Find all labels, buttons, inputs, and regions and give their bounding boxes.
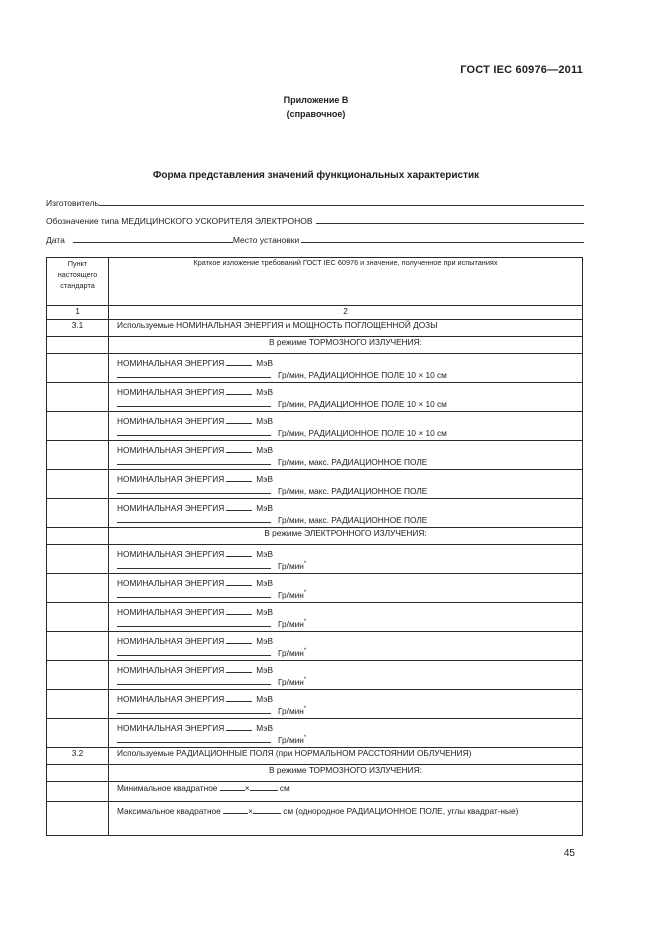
energy-unit: МэВ (256, 474, 273, 484)
energy-blank[interactable] (226, 444, 252, 453)
energy-dose-field[interactable] (109, 545, 583, 574)
dose-blank[interactable] (117, 589, 271, 598)
energy-blank[interactable] (226, 502, 252, 511)
manufacturer-label: Изготовитель (46, 198, 99, 208)
electron-mode-header: В режиме ЭЛЕКТРОННОГО ИЗЛУЧЕНИЯ: (109, 528, 583, 545)
energy-label: НОМИНАЛЬНАЯ ЭНЕРГИЯ (117, 723, 225, 733)
energy-blank[interactable] (226, 548, 252, 557)
energy-blank[interactable] (226, 577, 252, 586)
measurement-row (47, 412, 583, 441)
energy-label: НОМИНАЛЬНАЯ ЭНЕРГИЯ (117, 387, 225, 397)
column-number-row (47, 306, 583, 320)
measurement-row (47, 690, 583, 719)
measurement-row (47, 383, 583, 412)
measurement-row (47, 632, 583, 661)
energy-unit: МэВ (256, 549, 273, 559)
unit-cm: см (279, 783, 290, 793)
energy-label: НОМИНАЛЬНАЯ ЭНЕРГИЯ (117, 694, 225, 704)
location-line[interactable] (301, 242, 584, 243)
dose-unit: Гр/мин, РАДИАЦИОННОЕ ПОЛЕ 10 × 10 см (278, 370, 447, 380)
energy-dose-field[interactable] (109, 719, 583, 748)
dose-unit: Гр/мин (278, 706, 304, 716)
manufacturer-field[interactable] (46, 195, 584, 209)
energy-blank[interactable] (226, 357, 252, 366)
energy-dose-field[interactable] (109, 603, 583, 632)
subsection-row (47, 337, 583, 354)
dose-blank[interactable] (117, 456, 271, 465)
min-square-field[interactable] (109, 782, 583, 802)
page-number: 45 (563, 848, 575, 859)
measurement-row (47, 661, 583, 690)
blank-field[interactable] (223, 805, 248, 814)
measurement-row (47, 545, 583, 574)
energy-dose-field[interactable] (109, 632, 583, 661)
footnote-mark: * (303, 706, 307, 713)
energy-unit: МэВ (256, 503, 273, 513)
energy-dose-field[interactable] (109, 383, 583, 412)
col2-number: 2 (109, 306, 583, 320)
max-square-note: (однородное РАДИАЦИОННОЕ ПОЛЕ, углы квадрат-ные) (295, 806, 519, 816)
dose-blank[interactable] (117, 485, 271, 494)
date-label: Дата (46, 235, 65, 245)
dose-unit: Гр/мин (278, 677, 304, 687)
measurement-row (47, 574, 583, 603)
col1-header: Пункт настоящего стандарта (47, 258, 109, 306)
section-title: Используемые НОМИНАЛЬНАЯ ЭНЕРГИЯ и МОЩНОСТЬ ПОГЛОЩЕННОЙ ДОЗЫ (109, 320, 583, 337)
dose-blank[interactable] (117, 514, 271, 523)
col1-number: 1 (47, 306, 109, 320)
appendix-title: Приложение В (283, 95, 349, 105)
measurement-row (47, 441, 583, 470)
energy-blank[interactable] (226, 693, 252, 702)
dose-unit: Гр/мин, макс. РАДИАЦИОННОЕ ПОЛЕ (278, 515, 428, 525)
dose-blank[interactable] (117, 676, 271, 685)
energy-unit: МэВ (256, 694, 273, 704)
times-sign: × (244, 783, 250, 793)
energy-unit: МэВ (256, 416, 273, 426)
dose-unit: Гр/мин, РАДИАЦИОННОЕ ПОЛЕ 10 × 10 см (278, 399, 447, 409)
clause-number: 3.1 (47, 320, 109, 337)
type-line[interactable] (316, 223, 584, 224)
measurement-row (47, 499, 583, 528)
measurement-row (47, 354, 583, 383)
blank-field[interactable] (250, 782, 278, 791)
footnote-mark: * (303, 619, 307, 626)
footnote-mark: * (303, 735, 307, 742)
energy-unit: МэВ (256, 723, 273, 733)
dose-blank[interactable] (117, 705, 271, 714)
blank-field[interactable] (253, 805, 281, 814)
subsection-row (47, 765, 583, 782)
energy-label: НОМИНАЛЬНАЯ ЭНЕРГИЯ (117, 636, 225, 646)
dose-unit: Гр/мин, макс. РАДИАЦИОННОЕ ПОЛЕ (278, 457, 428, 467)
subsection-row (47, 528, 583, 545)
type-label: Обозначение типа МЕДИЦИНСКОГО УСКОРИТЕЛЯ ЭЛЕКТРОНОВ (46, 216, 313, 226)
energy-label: НОМИНАЛЬНАЯ ЭНЕРГИЯ (117, 503, 225, 513)
standard-designation: ГОСТ IEC 60976—2011 (460, 64, 583, 76)
energy-unit: МэВ (256, 387, 273, 397)
blank-field[interactable] (220, 782, 245, 791)
dose-blank[interactable] (117, 369, 271, 378)
dose-unit: Гр/мин, РАДИАЦИОННОЕ ПОЛЕ 10 × 10 см (278, 428, 447, 438)
section-row (47, 320, 583, 337)
date-location-field[interactable] (46, 232, 584, 246)
date-line[interactable] (73, 242, 233, 243)
form-title: Форма представления значений функциональных характеристик (152, 170, 480, 181)
dose-unit: Гр/мин (278, 561, 304, 571)
energy-unit: МэВ (256, 358, 273, 368)
energy-dose-field[interactable] (109, 574, 583, 603)
footnote-mark: * (303, 561, 307, 568)
energy-label: НОМИНАЛЬНАЯ ЭНЕРГИЯ (117, 607, 225, 617)
measurement-row (47, 603, 583, 632)
energy-blank[interactable] (226, 722, 252, 731)
energy-label: НОМИНАЛЬНАЯ ЭНЕРГИЯ (117, 445, 225, 455)
energy-label: НОМИНАЛЬНАЯ ЭНЕРГИЯ (117, 665, 225, 675)
x-ray-mode-header: В режиме ТОРМОЗНОГО ИЗЛУЧЕНИЯ: (109, 765, 583, 782)
energy-dose-field[interactable] (109, 470, 583, 499)
energy-unit: МэВ (256, 665, 273, 675)
dose-blank[interactable] (117, 618, 271, 627)
max-square-label: Максимальное квадратное (117, 806, 221, 816)
appendix-subtitle: (справочное) (286, 109, 346, 119)
energy-dose-field[interactable] (109, 690, 583, 719)
energy-unit: МэВ (256, 445, 273, 455)
footnote-mark: * (303, 648, 307, 655)
energy-unit: МэВ (256, 578, 273, 588)
table-header-row (47, 258, 583, 306)
x-ray-mode-header: В режиме ТОРМОЗНОГО ИЗЛУЧЕНИЯ: (109, 337, 583, 354)
energy-dose-field[interactable] (109, 441, 583, 470)
min-square-label: Минимальное квадратное (117, 783, 218, 793)
footnote-mark: * (303, 677, 307, 684)
dose-blank[interactable] (117, 398, 271, 407)
energy-dose-field[interactable] (109, 661, 583, 690)
energy-dose-field[interactable] (109, 354, 583, 383)
measurement-row (47, 719, 583, 748)
dose-blank[interactable] (117, 647, 271, 656)
dose-blank[interactable] (117, 560, 271, 569)
dose-unit: Гр/мин (278, 619, 304, 629)
energy-label: НОМИНАЛЬНАЯ ЭНЕРГИЯ (117, 416, 225, 426)
energy-blank[interactable] (226, 635, 252, 644)
min-field-row (47, 782, 583, 802)
section-title: Используемые РАДИАЦИОННЫЕ ПОЛЯ (при НОРМАЛЬНОМ РАССТОЯНИИ ОБЛУЧЕНИЯ) (109, 748, 583, 765)
dose-unit: Гр/мин (278, 590, 304, 600)
energy-unit: МэВ (256, 607, 273, 617)
energy-label: НОМИНАЛЬНАЯ ЭНЕРГИЯ (117, 474, 225, 484)
energy-blank[interactable] (226, 386, 252, 395)
footnote-mark: * (303, 590, 307, 597)
characteristics-table (46, 257, 583, 836)
dose-unit: Гр/мин, макс. РАДИАЦИОННОЕ ПОЛЕ (278, 486, 428, 496)
energy-unit: МэВ (256, 636, 273, 646)
measurement-row (47, 470, 583, 499)
energy-blank[interactable] (226, 473, 252, 482)
energy-dose-field[interactable] (109, 499, 583, 528)
clause-number: 3.2 (47, 748, 109, 765)
energy-blank[interactable] (226, 664, 252, 673)
energy-blank[interactable] (226, 606, 252, 615)
energy-blank[interactable] (226, 415, 252, 424)
unit-cm: см (283, 806, 294, 816)
section-row (47, 748, 583, 765)
location-label: Место установки (232, 235, 300, 245)
dose-blank[interactable] (117, 734, 271, 743)
dose-unit: Гр/мин (278, 735, 304, 745)
max-field-row (47, 802, 583, 836)
col2-header: Краткое изложение требований ГОСТ IEC 60976 и значение, полученное при испытаниях (109, 258, 583, 306)
energy-label: НОМИНАЛЬНАЯ ЭНЕРГИЯ (117, 549, 225, 559)
dose-blank[interactable] (117, 427, 271, 436)
energy-label: НОМИНАЛЬНАЯ ЭНЕРГИЯ (117, 358, 225, 368)
times-sign: × (248, 806, 253, 816)
max-square-field[interactable] (109, 802, 583, 836)
energy-label: НОМИНАЛЬНАЯ ЭНЕРГИЯ (117, 578, 225, 588)
energy-dose-field[interactable] (109, 412, 583, 441)
manufacturer-line[interactable] (99, 205, 584, 206)
dose-unit: Гр/мин (278, 648, 304, 658)
type-field[interactable] (46, 213, 584, 227)
